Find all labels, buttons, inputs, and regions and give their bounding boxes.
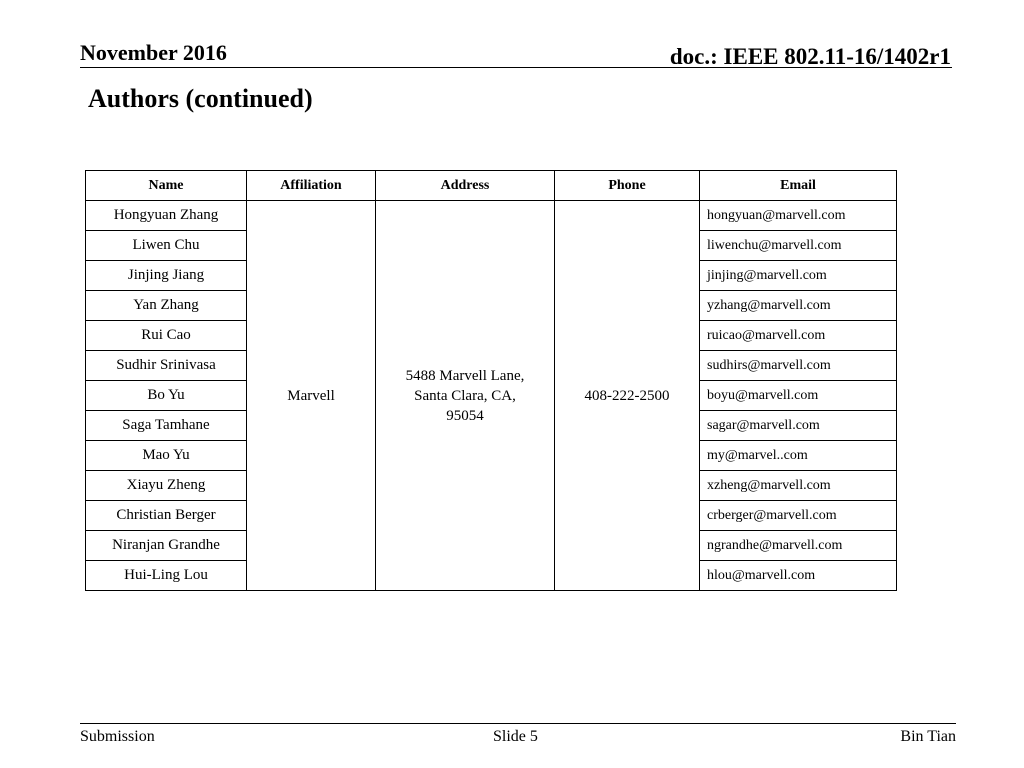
author-name: Christian Berger xyxy=(86,501,247,531)
header-date: November 2016 xyxy=(80,40,227,65)
table-row xyxy=(86,201,897,231)
author-name: Liwen Chu xyxy=(86,231,247,261)
authors-table xyxy=(85,170,897,591)
address-line: 95054 xyxy=(446,407,484,424)
column-header-email: Email xyxy=(700,171,897,201)
author-email: sagar@marvell.com xyxy=(700,411,897,441)
author-email: jinjing@marvell.com xyxy=(700,261,897,291)
author-name: Xiayu Zheng xyxy=(86,471,247,501)
author-email: ngrandhe@marvell.com xyxy=(700,531,897,561)
author-email: hongyuan@marvell.com xyxy=(700,201,897,231)
author-name: Saga Tamhane xyxy=(86,411,247,441)
author-name: Sudhir Srinivasa xyxy=(86,351,247,381)
page-title: Authors (continued) xyxy=(88,84,313,113)
author-name: Jinjing Jiang xyxy=(86,261,247,291)
author-name: Bo Yu xyxy=(86,381,247,411)
author-name: Hongyuan Zhang xyxy=(86,201,247,231)
address-cell xyxy=(376,201,555,591)
author-email: xzheng@marvell.com xyxy=(700,471,897,501)
author-email: ruicao@marvell.com xyxy=(700,321,897,351)
author-name: Yan Zhang xyxy=(86,291,247,321)
header-divider xyxy=(80,67,952,68)
table-header-row xyxy=(86,171,897,201)
footer-divider xyxy=(80,723,956,724)
slide-number: Slide 5 xyxy=(493,728,538,745)
header-doc-id: doc.: IEEE 802.11-16/1402r1 xyxy=(669,44,951,69)
footer-submission: Submission xyxy=(80,728,155,745)
column-header-affiliation: Affiliation xyxy=(247,171,376,201)
author-email: my@marvel..com xyxy=(700,441,897,471)
author-email: boyu@marvell.com xyxy=(700,381,897,411)
author-name: Rui Cao xyxy=(86,321,247,351)
author-name: Niranjan Grandhe xyxy=(86,531,247,561)
footer-author: Bin Tian xyxy=(900,728,956,745)
phone-cell: 408-222-2500 xyxy=(555,201,700,591)
author-email: hlou@marvell.com xyxy=(700,561,897,591)
column-header-phone: Phone xyxy=(555,171,700,201)
affiliation-cell: Marvell xyxy=(247,201,376,591)
address-line: 5488 Marvell Lane, xyxy=(405,367,525,384)
author-email: sudhirs@marvell.com xyxy=(700,351,897,381)
address-line: Santa Clara, CA, xyxy=(414,387,516,404)
column-header-address: Address xyxy=(376,171,555,201)
author-email: yzhang@marvell.com xyxy=(700,291,897,321)
author-name: Hui-Ling Lou xyxy=(86,561,247,591)
column-header-name: Name xyxy=(86,171,247,201)
author-name: Mao Yu xyxy=(86,441,247,471)
author-email: crberger@marvell.com xyxy=(700,501,897,531)
author-email: liwenchu@marvell.com xyxy=(700,231,897,261)
